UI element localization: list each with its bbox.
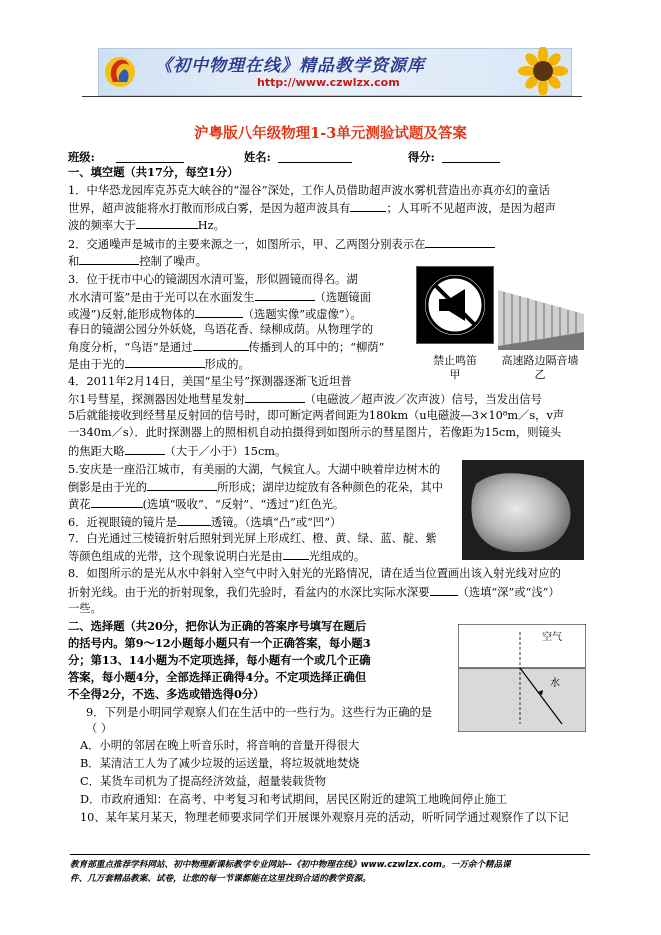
figure-caption-left-2: 甲 — [449, 368, 461, 381]
q1-line2-text-b: ；人耳听不见超声波，是因为超声 — [386, 202, 556, 215]
q5-line3: 黄花 (选填“吸收”、“反射”、“透过”)红色光。 — [68, 498, 345, 511]
footer-rule — [70, 854, 590, 855]
q9-option-d: D．市政府通知：在高考、中考复习和考试期间，居民区附近的建筑工地晚间停止施工 — [80, 793, 508, 806]
figure-caption-right-2: 乙 — [534, 368, 546, 381]
q9-option-b: B．某清洁工人为了减少垃圾的运送量，将垃圾就地焚烧 — [80, 757, 360, 770]
q9-stem: 9．下列是小明同学观察人们在生活中的一些行为。这些行为正确的是 — [86, 706, 433, 719]
no-horn-icon — [417, 267, 493, 343]
q4-line2: 尔1号彗星，探测器因处地彗星发射 （电磁波／超声波／次声波）信号，当发出信号 — [68, 393, 542, 406]
no-horn-sign-figure — [416, 266, 494, 344]
section2-line4: 答案，每小题4分，全部选择正确得4分。不定项选择正确但 — [68, 670, 367, 684]
q2-line2: 和 控制了噪声。 — [68, 255, 208, 268]
q4-line1: 4．2011年2月14日，美国“星尘号”探测器逐渐飞近坦普 — [68, 375, 352, 388]
section2-line3: 分；第13、14小题为不定项选择，每小题有一个或几个正确 — [68, 653, 371, 667]
header-banner — [98, 48, 572, 96]
class-blank — [116, 162, 184, 163]
section1-heading: 一、填空题（共17分，每空1分） — [68, 165, 239, 179]
header-rule — [82, 96, 582, 97]
q5-line1: 5.安庆是一座沿江城市，有美丽的大湖，气候宜人。大湖中映着岸边树木的 — [68, 463, 441, 476]
q10-line: 10、某年某月某天，物理老师要求同学们开展课外观察月亮的活动，听听同学通过观察作了以下记 — [80, 811, 569, 824]
sound-barrier-figure — [496, 284, 586, 350]
section2-line5: 不全得2分，不选、多选或错选得0分） — [68, 687, 265, 701]
q3-line1: 3．位于抚市中心的镜湖因水清可鉴，形似圆镜而得名。湖 — [68, 273, 358, 286]
q8-line2: 折射光线。由于光的折射现象，我们先验时，看盆内的水深比实际水深要 （选填“深”或“浅”） — [68, 586, 560, 599]
label-water: 水 — [550, 678, 560, 689]
q2-line1: 2．交通噪声是城市的主要来源之一，如图所示，甲、乙两图分别表示在 — [68, 236, 495, 252]
q7-line2: 等颜色组成的光带，这个现象说明白光是由 光组成的。 — [68, 550, 366, 563]
name-label: 姓名: — [244, 150, 271, 164]
sound-barrier-icon — [496, 284, 586, 350]
q8-line1: 8．如图所示的是光从水中斜射入空气中时入射光的光路情况，请在适当位置画出该入射光线对应的 — [68, 567, 561, 580]
q4-line5: 的焦距大略 （大于／小于）15cm。 — [68, 445, 287, 458]
footer-line2: 件、几万套精品教案、试卷，让您的每一节课都能在这里找到合适的教学资源。 — [70, 874, 371, 884]
sunflower-icon — [517, 47, 569, 95]
q6-line: 6．近视眼镜的镜片是 透镜。（选填“凸”或“凹”） — [68, 516, 342, 529]
q4-line3: 5后就能接收到经彗星反射回的信号时，即可断定两者间距为180km（u电磁波—3×10⁸m／s，v声 — [68, 409, 565, 422]
refraction-figure — [458, 624, 586, 732]
q1-line2-text: 世界，超声波能将水打散而形成白雾，是因为超声波具有 — [68, 202, 351, 215]
q8-line3: 一些。 — [68, 602, 102, 615]
name-blank — [278, 162, 352, 163]
figure-caption-left: 禁止鸣笛 — [433, 354, 477, 367]
q9-option-a: A．小明的邻居在晚上听音乐时，将音响的音量开得很大 — [80, 739, 360, 752]
q3-line4: 春日的镜湖公园分外妖娆，鸟语花香、绿柳成荫。从物理学的 — [68, 323, 374, 336]
document-title: 沪粤版八年级物理1-3单元测验试题及答案 — [194, 125, 467, 142]
class-label: 班级: — [68, 150, 95, 164]
q3-line2: 水水清可鉴”是由于光可以在水面发生 （选题镜面 — [68, 291, 372, 304]
q1-line3: 波的频率大于 Hz。 — [68, 219, 225, 232]
footer-line1: 教育部重点推荐学科网站、初中物理新课标教学专业网站--《初中物理在线》www.czwlzx.com。一万余个精品课 — [70, 860, 511, 870]
banner-title: 《初中物理在线》精品教学资源库 — [155, 56, 425, 76]
site-logo-icon — [103, 55, 137, 89]
section2-line2: 的括号内。第9～12小题每小题只有一个正确答案，每小题3 — [68, 636, 371, 650]
q3-line3: 或漫”)反射,能形成物体的 （选题实像”或虚像”）。 — [68, 308, 362, 321]
comet-image — [462, 460, 584, 560]
comet-photo — [462, 460, 584, 560]
refraction-diagram — [458, 624, 586, 732]
q1-line2 — [68, 200, 556, 216]
q9-option-c: C．某货车司机为了提高经济效益，超量装载货物 — [80, 775, 326, 788]
score-blank — [442, 162, 500, 163]
section2-line1: 二、选择题（共20分，把你认为正确的答案序号填写在题后 — [68, 619, 367, 633]
q5-line2: 倒影是由于光的 所形成；湖岸边绽放有各种颜色的花朵，其中 — [68, 481, 444, 494]
label-air: 空气 — [542, 632, 562, 643]
q3-line6: 是由于光的 形成的。 — [68, 358, 250, 371]
q4-line4: 一340m／s）．此时探测器上的照相机自动拍摄得到如图所示的彗星图片，若像距为15cm，则镜头 — [68, 426, 562, 439]
q9-paren: （ ） — [86, 722, 113, 735]
banner-url: http://www.czwlzx.com — [257, 76, 400, 89]
q1-line1: 1．中华恐龙园库克苏克大峡谷的“湿谷”深处，工作人员借助超声波水雾机营造出亦真亦幻的童话 — [68, 184, 550, 197]
q3-line5: 角度分析，“鸟语”是通过 传播到人的耳中的；“柳荫” — [68, 341, 385, 354]
q7-line1: 7．白光通过三棱镜折射后照射到光屏上形成红、橙、黄、绿、蓝、靛、紫 — [68, 532, 437, 545]
score-label: 得分: — [408, 150, 435, 164]
figure-caption-right: 高速路边隔音墙 — [501, 354, 579, 367]
